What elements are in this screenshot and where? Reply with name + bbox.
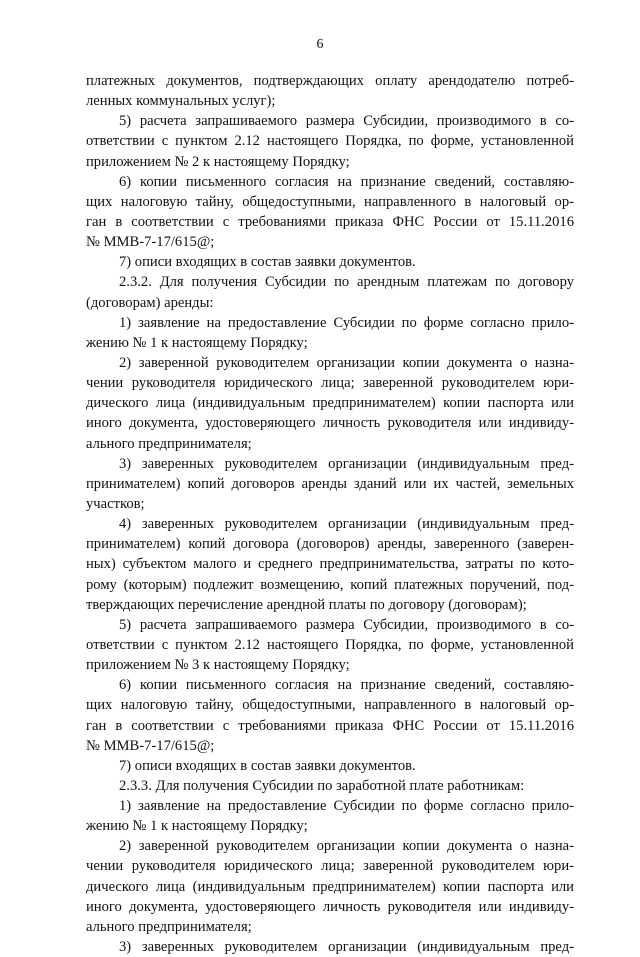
text-line: иного документа, удостоверяющего личность руководителя или индивиду-: [86, 898, 574, 915]
paragraph: [86, 776, 574, 796]
paragraph: [86, 252, 574, 272]
text-line: 4) заверенных руководителем организации (индивидуальным пред-: [119, 516, 574, 533]
text-line: 2.3.3. Для получения Субсидии по заработной плате работникам:: [119, 777, 525, 794]
paragraph: [86, 937, 574, 957]
text-line: 1) заявление на предоставление Субсидии по форме согласно прило-: [119, 314, 574, 331]
text-line: 7) описи входящих в состав заявки документов.: [119, 254, 416, 271]
text-line: 5) расчета запрашиваемого размера Субсидии, производимого в со-: [119, 616, 574, 633]
text-line: № ММВ-7-17/615@;: [86, 737, 215, 754]
text-line: 6) копии письменного согласия на признание сведений, составляю-: [119, 173, 574, 190]
paragraph: [86, 756, 574, 776]
text-line: 5) расчета запрашиваемого размера Субсидии, производимого в со-: [119, 113, 574, 130]
text-line: чении руководителя юридического лица; заверенной руководителем юри-: [86, 858, 574, 875]
text-line: ных) субъектом малого и среднего предпринимательства, затраты по кото-: [86, 556, 574, 573]
text-line: приложением № 3 к настоящему Порядку;: [86, 657, 350, 674]
text-line: тверждающих перечисление арендной платы по договору (договорам);: [86, 596, 527, 613]
text-line: ального предпринимателя;: [86, 435, 252, 452]
paragraph: [86, 172, 574, 253]
page-number: 6: [316, 37, 324, 52]
text-line: жению № 1 к настоящему Порядку;: [86, 334, 308, 351]
paragraph: [86, 675, 574, 756]
text-line: ленных коммунальных услуг);: [86, 93, 276, 110]
text-line: рому (которым) подлежит возмещению, копий платежных поручений, под-: [86, 576, 574, 593]
paragraph: [86, 615, 574, 675]
text-line: чении руководителя юридического лица; заверенной руководителем юри-: [86, 375, 574, 392]
text-line: 3) заверенных руководителем организации (индивидуальным пред-: [119, 939, 574, 956]
text-line: участков;: [86, 495, 145, 512]
paragraph: [86, 272, 574, 312]
text-line: (договорам) аренды:: [86, 294, 214, 311]
paragraph: [86, 454, 574, 514]
text-line: ответствии с пунктом 2.12 настоящего Порядка, по форме, установленной: [86, 133, 574, 150]
text-line: щих налоговую тайну, общедоступными, направленного в налоговый ор-: [86, 193, 574, 210]
text-line: 1) заявление на предоставление Субсидии по форме согласно прило-: [119, 798, 574, 815]
text-line: принимателем) копий договора (договоров) аренды, заверенного (заверен-: [86, 536, 574, 553]
text-line: ответствии с пунктом 2.12 настоящего Порядка, по форме, установленной: [86, 636, 574, 653]
text-line: приложением № 2 к настоящему Порядку;: [86, 153, 350, 170]
paragraph: [86, 796, 574, 836]
paragraph: [86, 111, 574, 171]
document-body: [86, 71, 574, 957]
text-line: платежных документов, подтверждающих оплату арендодателю потреб-: [86, 73, 574, 89]
paragraph: [86, 353, 574, 454]
text-line: дического лица (индивидуальным предпринимателем) копии паспорта или: [86, 395, 574, 412]
text-line: щих налоговую тайну, общедоступными, направленного в налоговый ор-: [86, 697, 574, 714]
text-line: иного документа, удостоверяющего личность руководителя или индивиду-: [86, 415, 574, 432]
text-line: 3) заверенных руководителем организации (индивидуальным пред-: [119, 455, 574, 472]
text-line: № ММВ-7-17/615@;: [86, 234, 215, 251]
text-line: 6) копии письменного согласия на признание сведений, составляю-: [119, 677, 574, 694]
text-line: 2) заверенной руководителем организации копии документа о назна-: [119, 838, 574, 855]
text-line: 7) описи входящих в состав заявки документов.: [119, 757, 416, 774]
paragraph: [86, 313, 574, 353]
text-line: принимателем) копий договоров аренды зданий или их частей, земельных: [86, 475, 574, 492]
paragraph: [86, 71, 574, 111]
text-line: дического лица (индивидуальным предпринимателем) копии паспорта или: [86, 878, 574, 895]
text-line: жению № 1 к настоящему Порядку;: [86, 818, 308, 835]
text-line: ган в соответствии с требованиями приказа ФНС России от 15.11.2016: [86, 717, 574, 734]
paragraph: [86, 836, 574, 937]
paragraph: [86, 514, 574, 615]
text-line: 2.3.2. Для получения Субсидии по арендным платежам по договору: [119, 274, 574, 291]
text-line: ган в соответствии с требованиями приказа ФНС России от 15.11.2016: [86, 213, 574, 230]
text-line: 2) заверенной руководителем организации копии документа о назна-: [119, 354, 574, 371]
text-line: ального предпринимателя;: [86, 918, 252, 935]
